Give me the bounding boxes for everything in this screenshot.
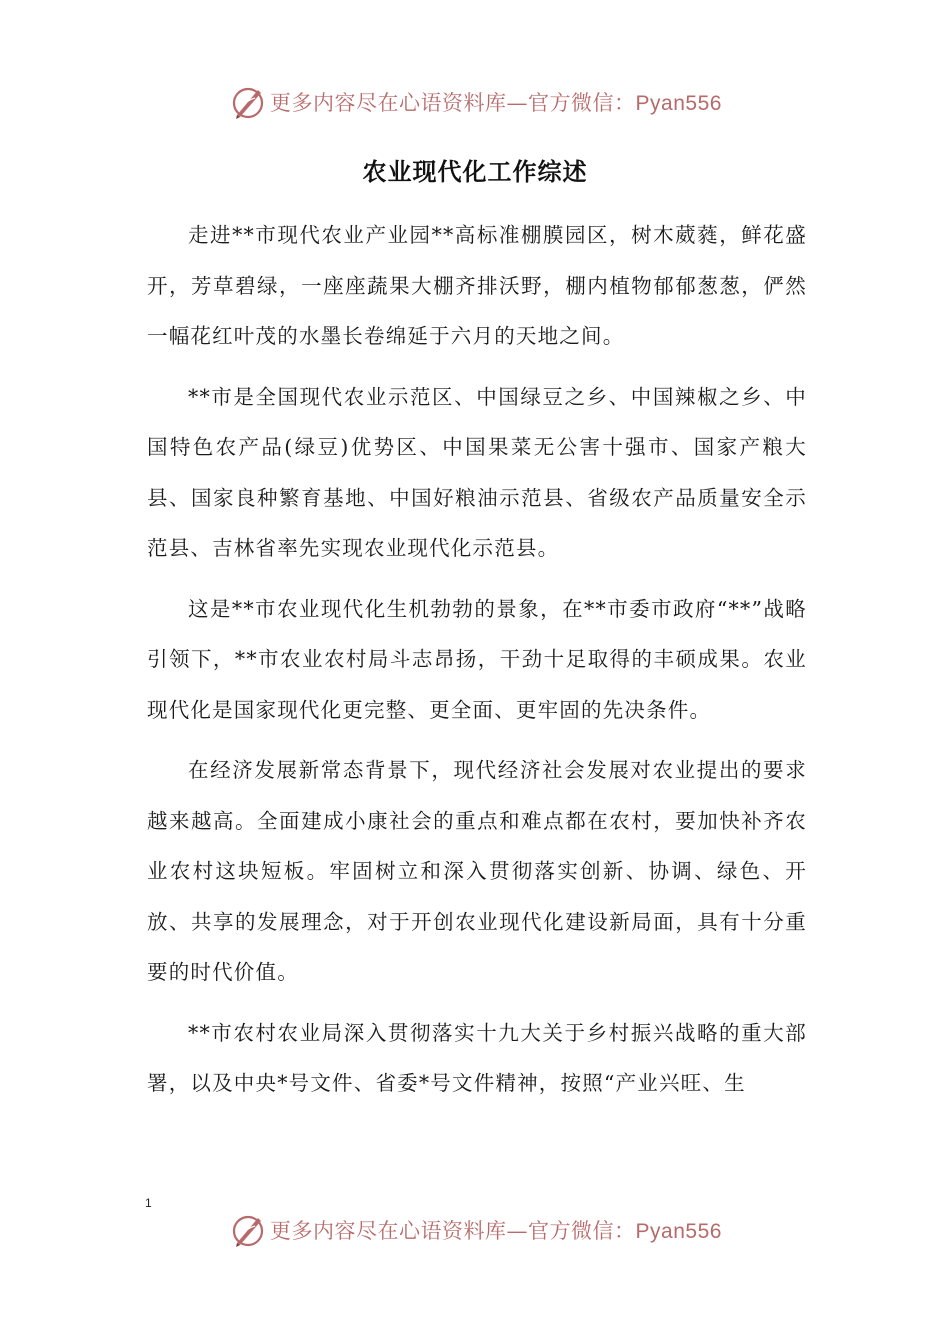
pen-logo-icon (228, 82, 268, 122)
footer-banner (0, 1208, 950, 1252)
paragraph-3: 这是**市农业现代化生机勃勃的景象，在**市委市政府“**”战略引领下，**市农业农村局斗志昂扬，干劲十足取得的丰硕成果。农业现代化是国家现代化更完整、更全面、更牢固的先决条件。 (147, 596, 807, 722)
page-number: 1 (145, 1196, 152, 1210)
paragraph-2: **市是全国现代农业示范区、中国绿豆之乡、中国辣椒之乡、中国特色农产品(绿豆)优势区、中国果菜无公害十强市、国家产粮大县、国家良种繁育基地、中国好粮油示范县、省级农产品质量安全示范县、吉林省率先实现农业现代化示范县。 (147, 384, 807, 560)
paragraph-5: **市农村农业局深入贯彻落实十九大关于乡村振兴战略的重大部署，以及中央*号文件、省委*号文件精神，按照“产业兴旺、生 (147, 1020, 807, 1095)
pen-logo-icon (228, 1210, 268, 1250)
banner-text-cn: 更多内容尽在心语资料库—官方微信： (270, 91, 636, 115)
banner-wechat-id: Pyan556 (635, 92, 722, 115)
banner-text (270, 1215, 722, 1245)
document-body (147, 210, 807, 1119)
banner-text (270, 87, 722, 117)
document-title: 农业现代化工作综述 (362, 158, 588, 186)
paragraph-4: 在经济发展新常态背景下，现代经济社会发展对农业提出的要求越来越高。全面建成小康社会的重点和难点都在农村，要加快补齐农业农村这块短板。牢固树立和深入贯彻落实创新、协调、绿色、开放、共享的发展理念，对于开创农业现代化建设新局面，具有十分重要的时代价值。 (147, 758, 807, 984)
banner-wechat-id: Pyan556 (635, 1220, 722, 1243)
paragraph-1: 走进**市现代农业产业园**高标准棚膜园区，树木葳蕤，鲜花盛开，芳草碧绿，一座座蔬果大棚齐排沃野，棚内植物郁郁葱葱，俨然一幅花红叶茂的水墨长卷绵延于六月的天地之间。 (147, 223, 807, 348)
header-banner (0, 80, 950, 124)
banner-text-cn: 更多内容尽在心语资料库—官方微信： (270, 1219, 636, 1243)
